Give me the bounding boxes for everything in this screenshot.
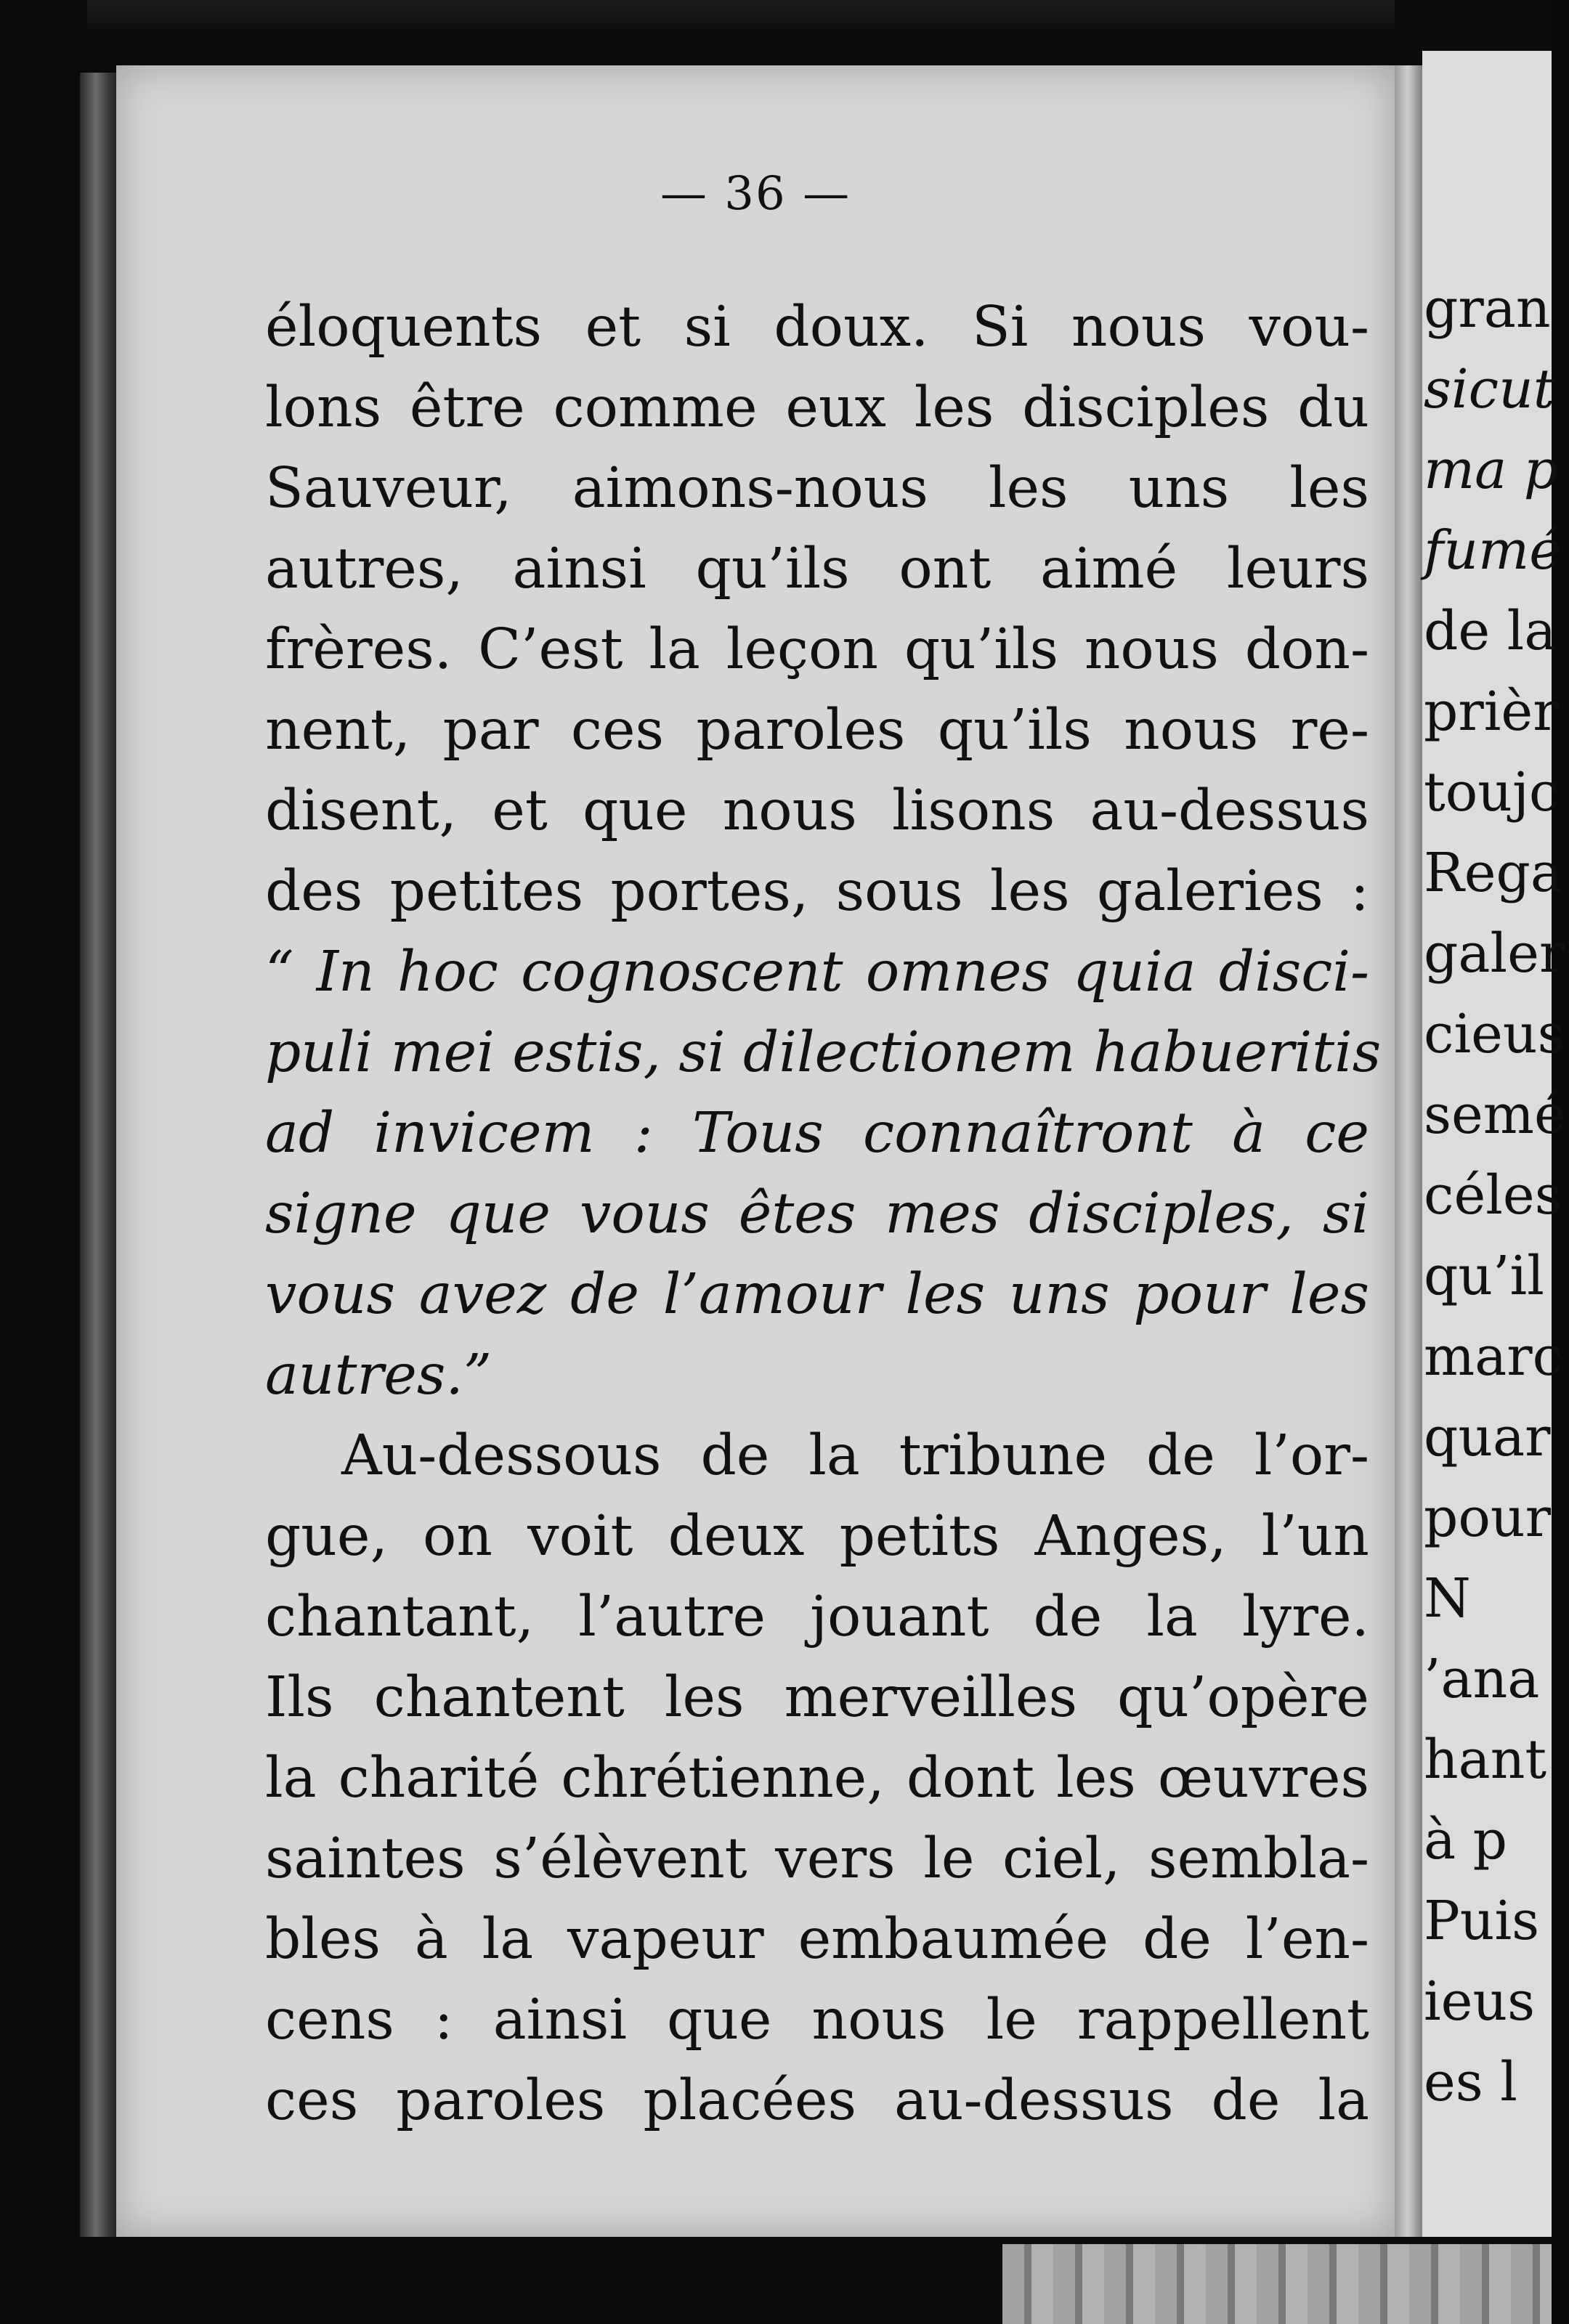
right-text-fragment: céles xyxy=(1424,1164,1562,1227)
text-line: bles à la vapeur embaumée de l’en- xyxy=(265,1907,1369,1972)
right-text-fragment: ieus xyxy=(1424,1970,1536,2033)
text-line: gue, on voit deux petits Anges, l’un xyxy=(265,1504,1369,1569)
text-line: cens : ainsi que nous le rappellent xyxy=(265,1988,1369,2052)
right-text-fragment: fumé xyxy=(1424,519,1562,582)
text-line: ces paroles placées au-dessus de la xyxy=(265,2068,1369,2133)
page-number: — 36 — xyxy=(660,167,851,221)
text-line: saintes s’élèvent vers le ciel, sembla- xyxy=(265,1827,1369,1891)
right-text-fragment: marc xyxy=(1424,1325,1563,1388)
right-text-fragment: Rega xyxy=(1424,842,1562,904)
right-text-fragment: semé xyxy=(1424,1084,1566,1146)
right-text-fragment: Puis xyxy=(1424,1890,1540,1952)
text-line: frères. C’est la leçon qu’ils nous don- xyxy=(265,617,1369,682)
text-line: chantant, l’autre jouant de la lyre. xyxy=(265,1585,1369,1649)
right-text-fragment: galer xyxy=(1424,922,1565,985)
right-text-fragment: hant xyxy=(1424,1728,1547,1791)
text-line: autres.” xyxy=(265,1343,492,1407)
right-text-fragment: pour xyxy=(1424,1487,1551,1549)
right-text-fragment: quar xyxy=(1424,1406,1551,1468)
top-edge-strip xyxy=(87,0,1395,29)
text-line: éloquents et si doux. Si nous vou- xyxy=(265,295,1369,359)
text-line: lons être comme eux les disciples du xyxy=(265,375,1369,440)
right-text-fragment: prièr xyxy=(1424,680,1559,743)
right-page-text xyxy=(1424,269,1569,2123)
right-text-fragment: cieus xyxy=(1424,1003,1565,1065)
text-line: signe que vous êtes mes disciples, si xyxy=(265,1182,1369,1246)
page-gutter-fold xyxy=(1395,65,1424,2237)
right-text-fragment: ma p xyxy=(1424,439,1559,501)
text-line: autres, ainsi qu’ils ont aimé leurs xyxy=(265,537,1369,601)
right-text-fragment: qu’il xyxy=(1424,1245,1544,1307)
text-line: des petites portes, sous les galeries : xyxy=(265,859,1369,924)
text-line: Sauveur, aimons-nous les uns les xyxy=(265,456,1369,521)
text-line: puli mei estis, si dilectionem habueritis xyxy=(265,1020,1382,1085)
right-text-fragment: gran xyxy=(1424,277,1551,340)
right-text-fragment: toujc xyxy=(1424,761,1560,824)
right-text-fragment: ’ana xyxy=(1424,1648,1540,1710)
text-line: Ils chantent les merveilles qu’opère xyxy=(265,1665,1369,1730)
left-page-text xyxy=(265,287,1382,2141)
text-line: disent, et que nous lisons au-dessus xyxy=(265,779,1369,843)
text-line: la charité chrétienne, dont les œuvres xyxy=(265,1746,1369,1811)
bottom-paper-edges xyxy=(1002,2244,1552,2324)
text-line: “ In hoc cognoscent omnes quia disci- xyxy=(265,940,1369,1004)
text-line: Au-dessous de la tribune de l’or- xyxy=(341,1423,1369,1488)
right-text-fragment: N xyxy=(1424,1567,1471,1630)
text-line: vous avez de l’amour les uns pour les xyxy=(265,1262,1369,1327)
right-page-partial xyxy=(1422,51,1566,2237)
text-line: ad invicem : Tous connaîtront à ce xyxy=(265,1101,1369,1166)
book-binding-edge xyxy=(80,73,120,2237)
right-text-fragment: à p xyxy=(1424,1809,1508,1872)
right-text-fragment: es l xyxy=(1424,2051,1517,2113)
right-text-fragment: de la xyxy=(1424,600,1557,662)
text-line: nent, par ces paroles qu’ils nous re- xyxy=(265,698,1369,763)
right-text-fragment: sicut xyxy=(1424,358,1555,420)
